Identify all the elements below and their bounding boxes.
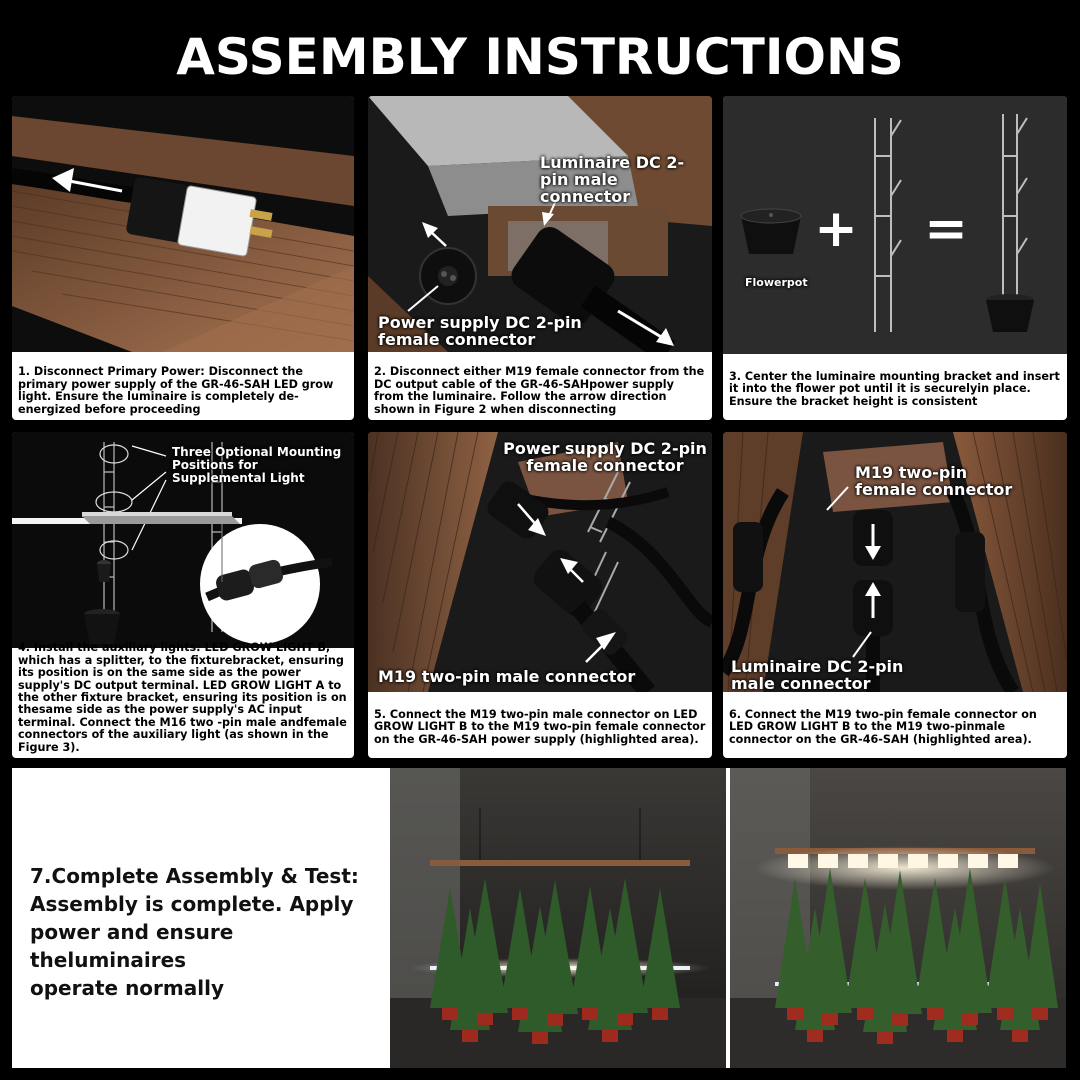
step-6-image: [723, 432, 1067, 692]
step-6-panel: [723, 432, 1067, 758]
equals-sign: =: [924, 199, 968, 259]
step-7-line-4: operate normally: [30, 976, 224, 1000]
step-5-panel: [368, 432, 712, 758]
flowerpot-label: Flowerpot: [745, 276, 808, 289]
step-3-panel: [723, 96, 1067, 420]
step-1-panel: [12, 96, 354, 420]
step-4-image: [12, 432, 354, 648]
step-2-label-power-supply-connector: Power supply DC 2-pin female connector: [378, 313, 582, 349]
step-2-image: [368, 96, 712, 352]
step-7-panel: [12, 768, 1066, 1068]
step-1-caption: 1. Disconnect Primary Power: Disconnect the primary power supply of the GR-46-SAH LED grow light. Ensure the luminaire is completely de-energized before proceeding: [18, 365, 334, 416]
step-3-image: [723, 96, 1067, 354]
page-title: ASSEMBLY INSTRUCTIONS: [176, 28, 904, 86]
step-7-line-1: 7.Complete Assembly & Test:: [30, 864, 359, 888]
step-1-image: [12, 96, 354, 352]
step-4-caption: 4. Install the auxiliary lights: LED GROW LIGHT B, which has a splitter, to the fixturebracket, ensuring its position is on the same side as the power supply's DC output terminal. LED GROW LIGHT A to the other fixture bracket, ensuring its position is on thesame side as the power supply's AC input terminal. Connect the M16 two -pin male andfemale connectors of the auxiliary light (as shown in the Figure 3).: [18, 641, 347, 754]
step-6-label-female-connector: M19 two-pin female connector: [855, 463, 1013, 499]
step-6-label-luminaire-connector: Luminaire DC 2-pin male connector: [731, 657, 904, 692]
step-5-image: [368, 432, 712, 692]
step-2-label-luminaire-connector: Luminaire DC 2-pin male connector: [540, 153, 685, 206]
step-4-label-mounting-positions: Three Optional Mounting Positions for Supplemental Light: [172, 445, 342, 485]
step-4-panel: [12, 432, 354, 758]
step-7-line-2: Assembly is complete. Apply: [30, 892, 354, 916]
step-5-caption: 5. Connect the M19 two-pin male connector on LED GROW LIGHT B to the M19 two-pin female connector on the GR-46-SAH power supply (highlighted area).: [374, 707, 706, 746]
step-5-label-power-supply-connector: Power supply DC 2-pin female connector: [503, 439, 707, 475]
step-6-caption: 6. Connect the M19 two-pin female connector on LED GROW LIGHT B to the M19 two-pinmale connector on the GR-46-SAH (highlighted area).: [729, 707, 1037, 746]
step-5-label-male-connector: M19 two-pin male connector: [378, 667, 636, 686]
step-3-caption: 3. Center the luminaire mounting bracket and insert it into the flower pot until it is securelyin place. Ensure the bracket height is consistent: [729, 369, 1060, 408]
step-7-text: [30, 862, 380, 1002]
step-2-panel: [368, 96, 712, 420]
step-7-line-3: power and ensure theluminaires: [30, 920, 234, 972]
step-2-caption: 2. Disconnect either M19 female connector from the DC output cable of the GR-46-SAHpower supply from the luminaire. Follow the arrow direction shown in Figure 2 when disconnecting: [374, 365, 705, 416]
plus-sign: +: [814, 199, 858, 259]
step-7-grow-room-image: [390, 768, 1066, 1068]
